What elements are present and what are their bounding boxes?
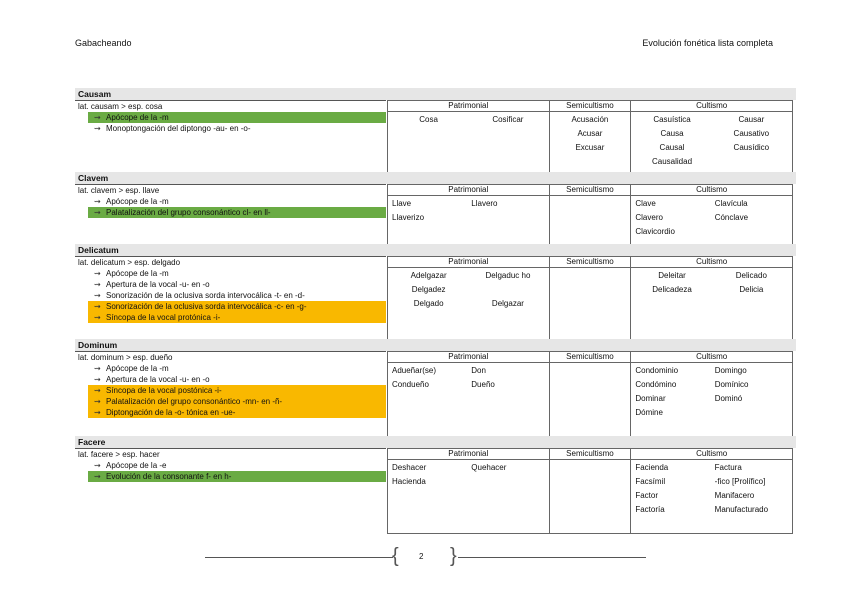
curved-arrow-icon: ⇝	[94, 280, 101, 289]
rule-text: Evolución de la consonante f- en h-	[106, 472, 232, 481]
rule-item	[88, 123, 386, 134]
rule-text: Sonorización de la oclusiva sorda intervocálica -t- en -d-	[106, 291, 305, 300]
curved-arrow-icon: ⇝	[94, 208, 101, 217]
etymology-line: lat. causam > esp. cosa	[75, 100, 386, 112]
section-title: Delicatum	[75, 244, 796, 256]
word-patrimonial: Deshacer	[392, 463, 427, 472]
etymology-line: lat. clavem > esp. llave	[75, 184, 386, 196]
cell-semicultismo	[549, 112, 631, 173]
rule-item	[88, 471, 386, 482]
rule-item	[88, 374, 386, 385]
word-patrimonial: Delgaduc ho	[485, 271, 531, 280]
cell-patrimonial	[388, 363, 550, 447]
word-cultismo: Cónclave	[714, 213, 749, 222]
col-header-cultismo: Cultismo	[631, 185, 793, 196]
section-1	[75, 172, 796, 254]
word-semicultismo: Acusación	[571, 115, 609, 124]
word-cultismo: Deleitar	[658, 271, 686, 280]
word-cultismo: Casuística	[653, 115, 691, 124]
word-cultismo: Domínico	[714, 380, 749, 389]
curved-arrow-icon: ⇝	[94, 408, 101, 417]
section-body	[75, 256, 796, 349]
word-cultismo: Manufacturado	[714, 505, 769, 514]
word-cultismo: Dominó	[714, 394, 743, 403]
cell-patrimonial	[388, 268, 550, 350]
rule-item	[88, 363, 386, 374]
curved-arrow-icon: ⇝	[94, 113, 101, 122]
word-cultismo: Facienda	[635, 463, 669, 472]
col-header-cultismo: Cultismo	[631, 352, 793, 363]
cell-patrimonial	[388, 460, 550, 534]
evolution-table	[387, 100, 793, 173]
curved-arrow-icon: ⇝	[94, 364, 101, 373]
rule-text: Apócope de la -e	[106, 461, 167, 470]
word-patrimonial: Condueño	[392, 380, 429, 389]
word-patrimonial: Quehacer	[471, 463, 507, 472]
word-patrimonial: Delgazar	[491, 299, 524, 308]
rule-text: Apertura de la vocal -u- en -o	[106, 280, 210, 289]
rule-item	[88, 385, 386, 396]
word-cultismo: Dómine	[635, 408, 663, 417]
word-patrimonial: Cosa	[419, 115, 438, 124]
word-cultismo: Clave	[635, 199, 656, 208]
section-4	[75, 436, 796, 533]
col-header-cultismo: Cultismo	[631, 257, 793, 268]
word-cultismo: Causar	[738, 115, 765, 124]
col-header-semicultismo: Semicultismo	[549, 185, 631, 196]
word-cultismo: Causídico	[733, 143, 770, 152]
word-cultismo: Clavero	[635, 213, 663, 222]
rule-text: Palatalización del grupo consonántico cl- en ll-	[106, 208, 271, 217]
word-cultismo: Manifacero	[714, 491, 755, 500]
word-patrimonial: Adueñar(se)	[392, 366, 437, 375]
rule-text: Palatalización del grupo consonántico -mn- en -ñ-	[106, 397, 283, 406]
footer-line-right	[458, 557, 646, 558]
word-patrimonial: Delgado	[413, 299, 444, 308]
section-body	[75, 448, 796, 533]
cell-semicultismo	[549, 460, 631, 534]
col-header-semicultismo: Semicultismo	[549, 257, 631, 268]
word-patrimonial: Llave	[392, 199, 412, 208]
rule-text: Apertura de la vocal -u- en -o	[106, 375, 210, 384]
word-cultismo: Causalidad	[651, 157, 693, 166]
word-cultismo: -fico [Prolífico]	[714, 477, 766, 486]
word-patrimonial: Llavero	[471, 199, 498, 208]
word-semicultismo: Acusar	[577, 129, 603, 138]
section-body	[75, 351, 796, 446]
col-header-patrimonial: Patrimonial	[388, 449, 550, 460]
section-0	[75, 88, 796, 172]
etymology-line: lat. facere > esp. hacer	[75, 448, 386, 460]
section-2	[75, 244, 796, 349]
rule-text: Síncopa de la vocal protónica -i-	[106, 313, 221, 322]
word-cultismo: Factoría	[635, 505, 665, 514]
word-cultismo: Domingo	[714, 366, 747, 375]
curved-arrow-icon: ⇝	[94, 397, 101, 406]
footer-brace-left: {	[392, 545, 399, 567]
section-body	[75, 100, 796, 172]
word-cultismo: Delicia	[739, 285, 764, 294]
col-header-semicultismo: Semicultismo	[549, 352, 631, 363]
curved-arrow-icon: ⇝	[94, 313, 101, 322]
rule-text: Apócope de la -m	[106, 269, 169, 278]
header-right: Evolución fonética lista completa	[642, 38, 773, 48]
col-header-patrimonial: Patrimonial	[388, 352, 550, 363]
page-number: 2	[419, 552, 424, 561]
word-cultismo: Facsímil	[635, 477, 666, 486]
section-title: Facere	[75, 436, 796, 448]
word-patrimonial	[471, 284, 544, 296]
cell-cultismo	[631, 460, 793, 534]
word-semicultismo: Excusar	[575, 143, 605, 152]
word-cultismo: Factura	[714, 463, 742, 472]
header-left: Gabacheando	[75, 38, 132, 48]
word-cultismo: Factor	[635, 491, 659, 500]
curved-arrow-icon: ⇝	[94, 302, 101, 311]
curved-arrow-icon: ⇝	[94, 472, 101, 481]
col-header-patrimonial: Patrimonial	[388, 185, 550, 196]
footer-line-left	[205, 557, 393, 558]
rule-text: Monoptongación del diptongo -au- en -o-	[106, 124, 251, 133]
word-cultismo: Delicado	[735, 271, 767, 280]
word-cultismo: Dominar	[635, 394, 666, 403]
rule-item	[88, 396, 386, 407]
rule-text: Apócope de la -m	[106, 364, 169, 373]
rule-item	[88, 460, 386, 471]
section-title: Dominum	[75, 339, 796, 351]
col-header-semicultismo: Semicultismo	[549, 449, 631, 460]
col-header-cultismo: Cultismo	[631, 449, 793, 460]
section-3	[75, 339, 796, 446]
rule-item	[88, 301, 386, 312]
evolution-table	[387, 351, 793, 447]
rule-text: Apócope de la -m	[106, 197, 169, 206]
rule-item	[88, 279, 386, 290]
word-patrimonial: Cosificar	[492, 115, 524, 124]
rule-text: Sonorización de la oclusiva sorda intervocálica -c- en -g-	[106, 302, 307, 311]
word-patrimonial: Don	[471, 366, 486, 375]
word-patrimonial: Llaverizo	[392, 213, 425, 222]
col-header-patrimonial: Patrimonial	[388, 101, 550, 112]
word-cultismo: Condominio	[635, 366, 679, 375]
evolution-table	[387, 256, 793, 350]
curved-arrow-icon: ⇝	[94, 197, 101, 206]
section-title: Clavem	[75, 172, 796, 184]
curved-arrow-icon: ⇝	[94, 124, 101, 133]
word-cultismo: Clavícula	[714, 199, 748, 208]
rule-item	[88, 207, 386, 218]
word-cultismo: Condómino	[635, 380, 677, 389]
evolution-table	[387, 448, 793, 534]
section-title: Causam	[75, 88, 796, 100]
rule-text: Apócope de la -m	[106, 113, 169, 122]
rule-text: Diptongación de la -o- tónica en -ue-	[106, 408, 236, 417]
curved-arrow-icon: ⇝	[94, 375, 101, 384]
word-patrimonial: Hacienda	[392, 477, 426, 486]
word-patrimonial: Delgadez	[411, 285, 446, 294]
curved-arrow-icon: ⇝	[94, 386, 101, 395]
word-cultismo: Causativo	[733, 129, 770, 138]
word-cultismo: Causal	[659, 143, 685, 152]
cell-semicultismo	[549, 268, 631, 350]
rule-text: Síncopa de la vocal postónica -i-	[106, 386, 222, 395]
col-header-semicultismo: Semicultismo	[549, 101, 631, 112]
cell-cultismo	[631, 363, 793, 447]
rule-item	[88, 312, 386, 323]
col-header-patrimonial: Patrimonial	[388, 257, 550, 268]
col-header-cultismo: Cultismo	[631, 101, 793, 112]
rule-item	[88, 196, 386, 207]
word-cultismo: Delicadeza	[652, 285, 692, 294]
rule-item	[88, 268, 386, 279]
etymology-line: lat. delicatum > esp. delgado	[75, 256, 386, 268]
rule-item	[88, 290, 386, 301]
cell-patrimonial	[388, 112, 550, 173]
cell-cultismo	[631, 112, 793, 173]
rule-item	[88, 407, 386, 418]
word-cultismo: Causa	[660, 129, 684, 138]
etymology-line: lat. dominum > esp. dueño	[75, 351, 386, 363]
rule-item	[88, 112, 386, 123]
footer-brace-right: }	[450, 545, 457, 567]
word-patrimonial: Adelgazar	[410, 271, 447, 280]
curved-arrow-icon: ⇝	[94, 291, 101, 300]
word-patrimonial: Dueño	[471, 380, 495, 389]
word-cultismo: Clavicordio	[635, 227, 675, 236]
curved-arrow-icon: ⇝	[94, 461, 101, 470]
cell-cultismo	[631, 268, 793, 350]
cell-semicultismo	[549, 363, 631, 447]
curved-arrow-icon: ⇝	[94, 269, 101, 278]
